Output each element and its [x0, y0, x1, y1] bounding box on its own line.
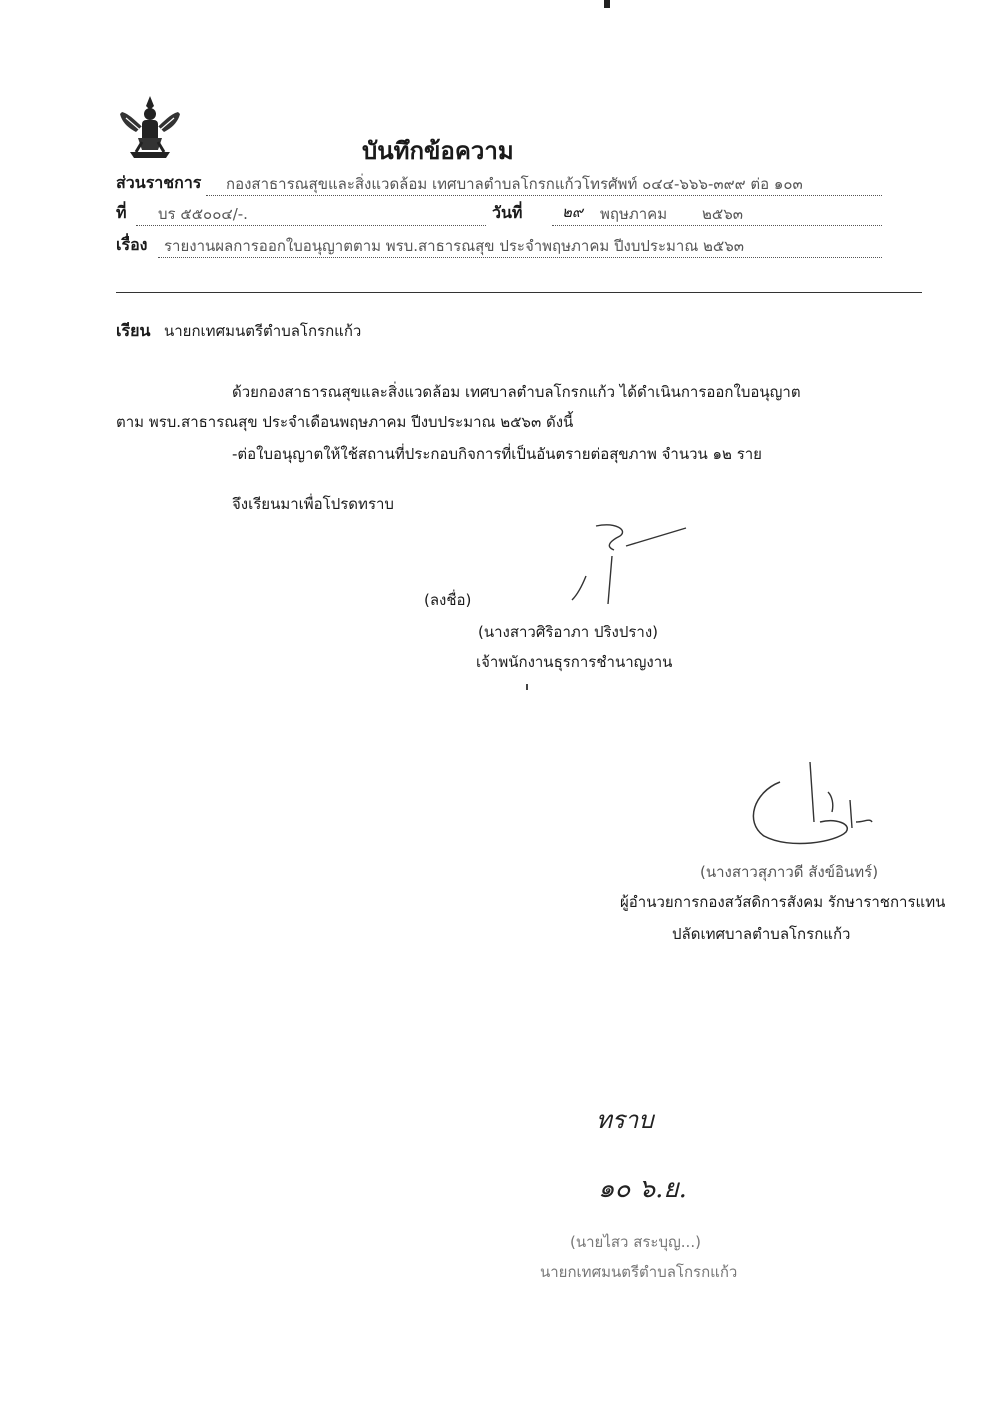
signature-3-position: นายกเทศมนตรีตำบลโกรกแก้ว: [540, 1263, 738, 1281]
memo-title: บันทึกข้อความ: [362, 137, 514, 165]
body-para1-line1: ด้วยกองสาธารณสุขและสิ่งแวดล้อม เทศบาลตำบลโกรกแก้ว ได้ดำเนินการออกใบอนุญาต: [232, 383, 801, 401]
signature-2-name: (นางสาวสุภาวดี สังข์อินทร์): [700, 863, 879, 881]
department-label: ส่วนราชการ: [116, 173, 202, 192]
date-year: ๒๕๖๓: [702, 205, 744, 223]
ref-label: ที่: [116, 203, 127, 222]
garuda-icon: [116, 92, 184, 164]
to-value: นายกเทศมนตรีตำบลโกรกแก้ว: [164, 322, 362, 340]
signature-3-name: (นายไสว สระบุญ...): [570, 1233, 701, 1251]
signature-2-handwriting: [740, 752, 880, 862]
ref-dotted-line: [136, 225, 486, 226]
date-month: พฤษภาคม: [600, 205, 668, 223]
department-value: กองสาธารณสุขและสิ่งแวดล้อม เทศบาลตำบลโกรกแก้วโทรศัพท์ ๐๔๔-๖๖๖-๓๙๙ ต่อ ๑๐๓: [226, 175, 803, 193]
top-edge-mark: [604, 0, 610, 8]
signature-1-name: (นางสาวศิริอาภา ปริงปราง): [478, 623, 659, 641]
signature-1-handwriting: [556, 516, 696, 616]
signature-2-position-line1: ผู้อำนวยการกองสวัสดิการสังคม รักษาราชการแทน: [620, 893, 946, 911]
date-dotted-line: [552, 225, 882, 226]
ref-value: บร ๕๕๐๐๔/-.: [158, 205, 248, 223]
subject-value: รายงานผลการออกใบอนุญาตตาม พรบ.สาธารณสุข ประจำพฤษภาคม ปีงบประมาณ ๒๕๖๓: [164, 237, 745, 255]
body-item-1: -ต่อใบอนุญาตให้ใช้สถานที่ประกอบกิจการที่เป็นอันตรายต่อสุขภาพ จำนวน ๑๒ ราย: [232, 445, 762, 463]
subject-dotted-line: [158, 257, 882, 258]
signature-1-position: เจ้าพนักงานธุรการชำนาญงาน: [476, 653, 673, 671]
date-label: วันที่: [492, 203, 523, 222]
handwritten-date: ๑๐ ๖.ย.: [598, 1174, 687, 1204]
signature-1-label: (ลงชื่อ): [424, 591, 472, 609]
date-day: ๒๙: [562, 203, 583, 221]
garuda-emblem: [116, 92, 184, 164]
stray-mark: [526, 684, 528, 690]
body-closing: จึงเรียนมาเพื่อโปรดทราบ: [232, 495, 394, 513]
subject-label: เรื่อง: [116, 235, 148, 254]
header-separator: [116, 292, 922, 293]
department-dotted-line: [206, 195, 882, 196]
body-para1-line2: ตาม พรบ.สาธารณสุข ประจำเดือนพฤษภาคม ปีงบประมาณ ๒๕๖๓ ดังนี้: [116, 413, 574, 431]
to-label: เรียน: [116, 321, 151, 340]
signature-2-position-line2: ปลัดเทศบาลตำบลโกรกแก้ว: [672, 925, 851, 943]
handwritten-acknowledge: ทราบ: [596, 1106, 654, 1134]
